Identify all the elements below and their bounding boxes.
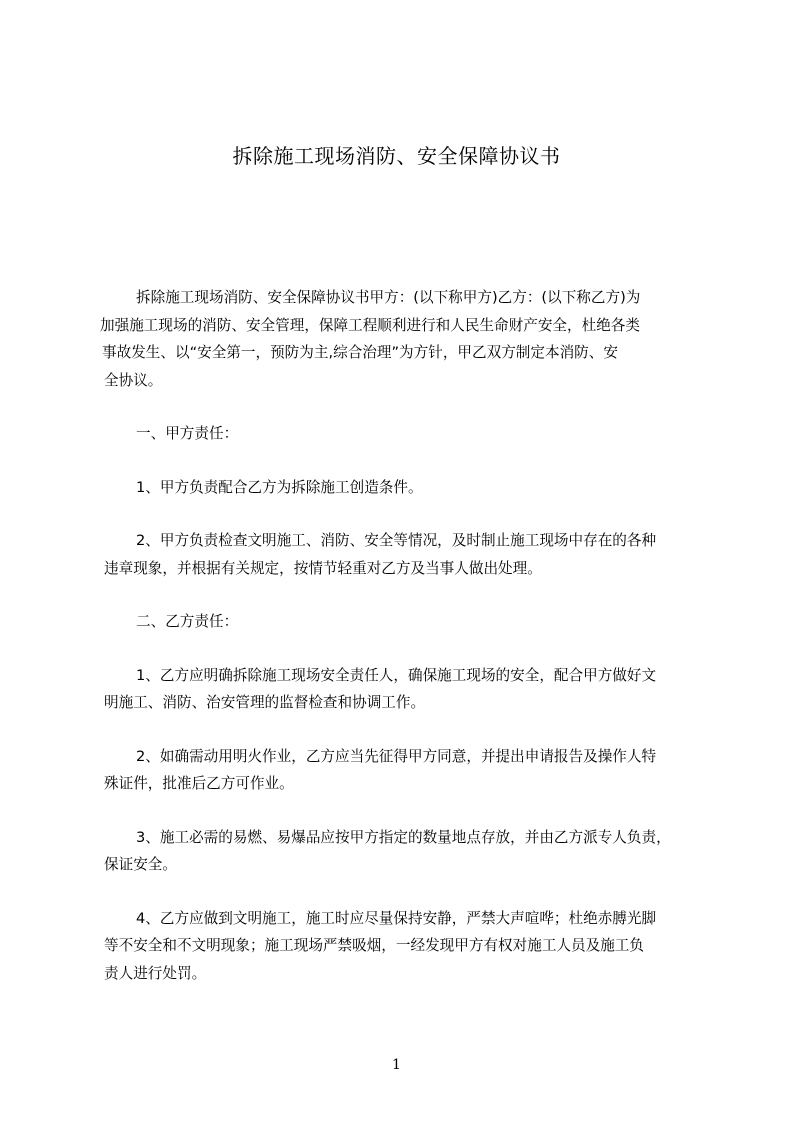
paragraph-line: 等不安全和不文明现象；施工现场严禁吸烟，一经发现甲方有权对施工人员及施工负 [104, 937, 644, 954]
party-b-item-4 [104, 905, 724, 988]
paragraph-line: 拆除施工现场消防、安全保障协议书甲方：(以下称甲方)乙方：(以下称乙方)为 [136, 289, 641, 306]
paragraph-line: 责人进行处罚。 [104, 964, 207, 982]
page-number: 1 [392, 1057, 401, 1073]
paragraph-line: 3、施工必需的易燃、易爆品应按甲方指定的数量地点存放，并由乙方派专人负责， [136, 828, 671, 846]
paragraph-line: 加强施工现场的消防、安全管理，保障工程顺利进行和人民生命财产安全，杜绝各类 [100, 316, 640, 334]
paragraph-line: 保证安全。 [104, 856, 177, 873]
party-b-item-3 [104, 824, 724, 879]
paragraph-line: 1、甲方负责配合乙方为拆除施工创造条件。 [136, 478, 423, 496]
section-heading-party-a: 一、甲方责任： [136, 425, 239, 442]
paragraph-line: 殊证件，批准后乙方可作业。 [104, 775, 294, 792]
party-b-item-1 [104, 662, 724, 717]
intro-paragraph [100, 284, 724, 394]
document-body [100, 284, 724, 987]
paragraph-line: 1、乙方应明确拆除施工现场安全责任人，确保施工现场的安全，配合甲方做好文 [136, 666, 657, 684]
party-b-item-2 [104, 743, 724, 798]
paragraph-line: 明施工、消防、治安管理的监督检查和协调工作。 [104, 694, 426, 711]
paragraph-line: 违章现象，并根据有关规定，按情节轻重对乙方及当事人做出处理。 [104, 559, 542, 577]
party-a-item-2 [104, 527, 724, 582]
paragraph-line: 2、如确需动用明火作业，乙方应当先征得甲方同意，并提出申请报告及操作人特 [136, 747, 657, 765]
section-heading-party-b: 二、乙方责任： [136, 613, 239, 630]
paragraph-line: 事故发生、以“安全第一，预防为主,综合治理”为方针，甲乙双方制定本消防、安 [102, 344, 618, 361]
paragraph-line: 4、乙方应做到文明施工，施工时应尽量保持安静，严禁大声喧哗；杜绝赤膊光脚 [136, 909, 657, 927]
paragraph-line: 全协议。 [104, 371, 163, 389]
party-a-item-1 [104, 474, 724, 502]
document-title: 拆除施工现场消防、安全保障协议书 [232, 144, 561, 168]
paragraph-line: 2、甲方负责检查文明施工、消防、安全等情况，及时制止施工现场中存在的各种 [136, 532, 657, 549]
